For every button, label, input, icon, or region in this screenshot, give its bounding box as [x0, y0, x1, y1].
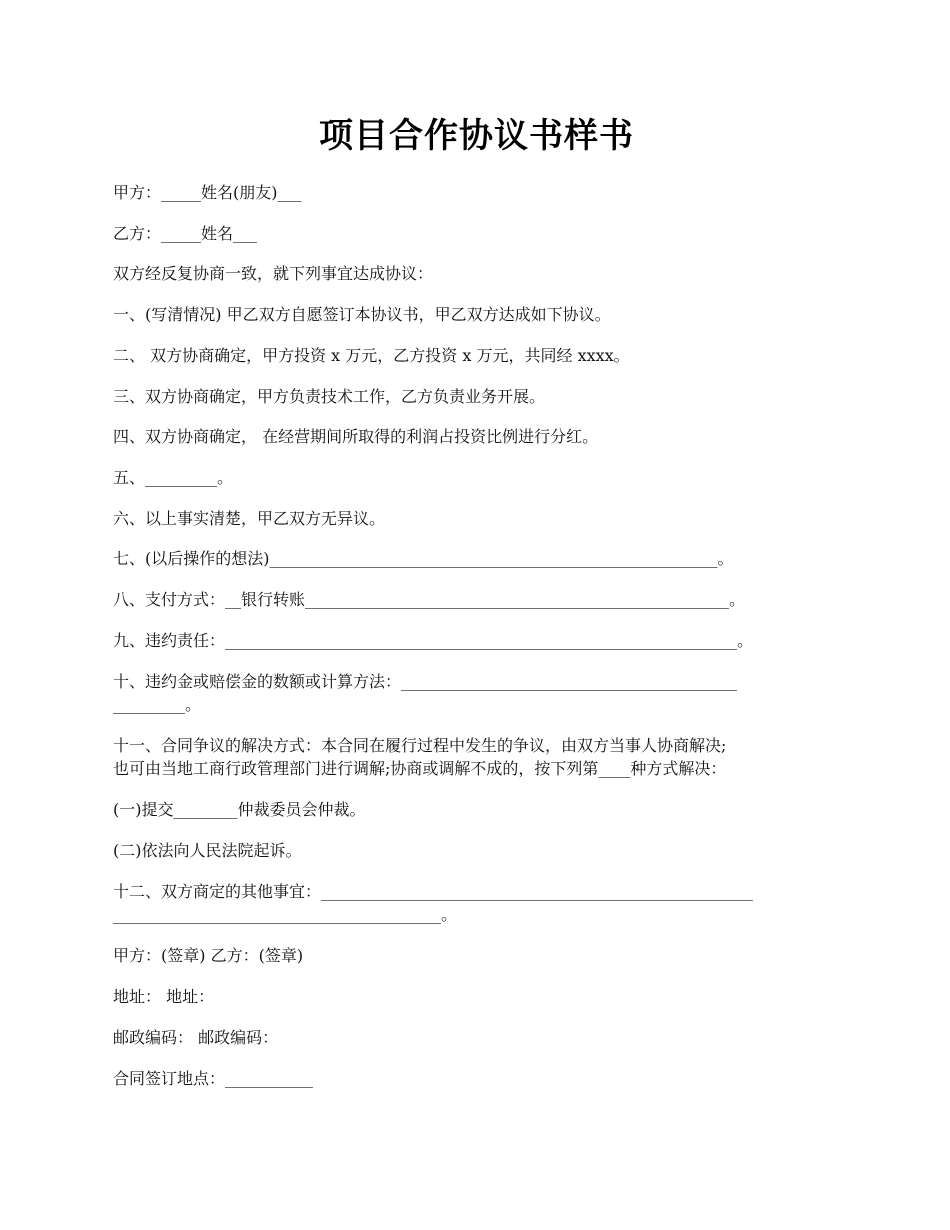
clause-12-line-2: _________________________________________。: [113, 905, 458, 924]
clause-7: 七、(以后操作的想法)________________________________________________________。: [113, 549, 734, 568]
signing-place-line: 合同签订地点：___________: [113, 1069, 314, 1088]
clause-2: 二、 双方协商确定，甲方投资 x 万元，乙方投资 x 万元，共同经 xxxx。: [113, 346, 630, 365]
clause-11-line-2: 也可由当地工商行政管理部门进行调解;协商或调解不成的，按下列第____种方式解决：: [113, 759, 727, 778]
clause-4: 四、双方协商确定， 在经营期间所取得的利润占投资比例进行分红。: [113, 427, 599, 446]
option-1: (一)提交________仲裁委员会仲裁。: [113, 800, 366, 819]
party-a-line: 甲方：_____姓名(朋友)___: [113, 183, 302, 202]
clause-10-line-2: _________。: [113, 695, 202, 714]
clause-9: 九、违约责任：________________________________________________________________。: [113, 631, 754, 650]
clause-5: 五、_________。: [113, 468, 234, 487]
clause-3: 三、双方协商确定，甲方负责技术工作，乙方负责业务开展。: [113, 387, 546, 406]
intro-line: 双方经反复协商一致，就下列事宜达成协议：: [113, 264, 434, 283]
signature-line: 甲方：(签章) 乙方：(签章): [113, 946, 304, 965]
document-title: 项目合作协议书样书: [319, 116, 634, 156]
option-2: (二)依法向人民法院起诉。: [113, 841, 302, 860]
clause-11-line-1: 十一、合同争议的解决方式：本合同在履行过程中发生的争议，由双方当事人协商解决;: [113, 736, 727, 755]
clause-1: 一、(写清情况) 甲乙双方自愿签订本协议书，甲乙双方达成如下协议。: [113, 305, 611, 324]
clause-8: 八、支付方式：__银行转账_____________________________________________________。: [113, 590, 746, 609]
party-b-line: 乙方：_____姓名___: [113, 224, 258, 243]
clause-12-line-1: 十二、双方商定的其他事宜：______________________________________________________: [113, 882, 754, 901]
postcode-line: 邮政编码： 邮政编码：: [113, 1028, 279, 1047]
clause-10-line-1: 十、违约金或赔偿金的数额或计算方法：__________________________________________: [113, 672, 738, 691]
address-line: 地址： 地址：: [113, 987, 215, 1006]
clause-6: 六、以上事实清楚，甲乙双方无异议。: [113, 509, 386, 528]
